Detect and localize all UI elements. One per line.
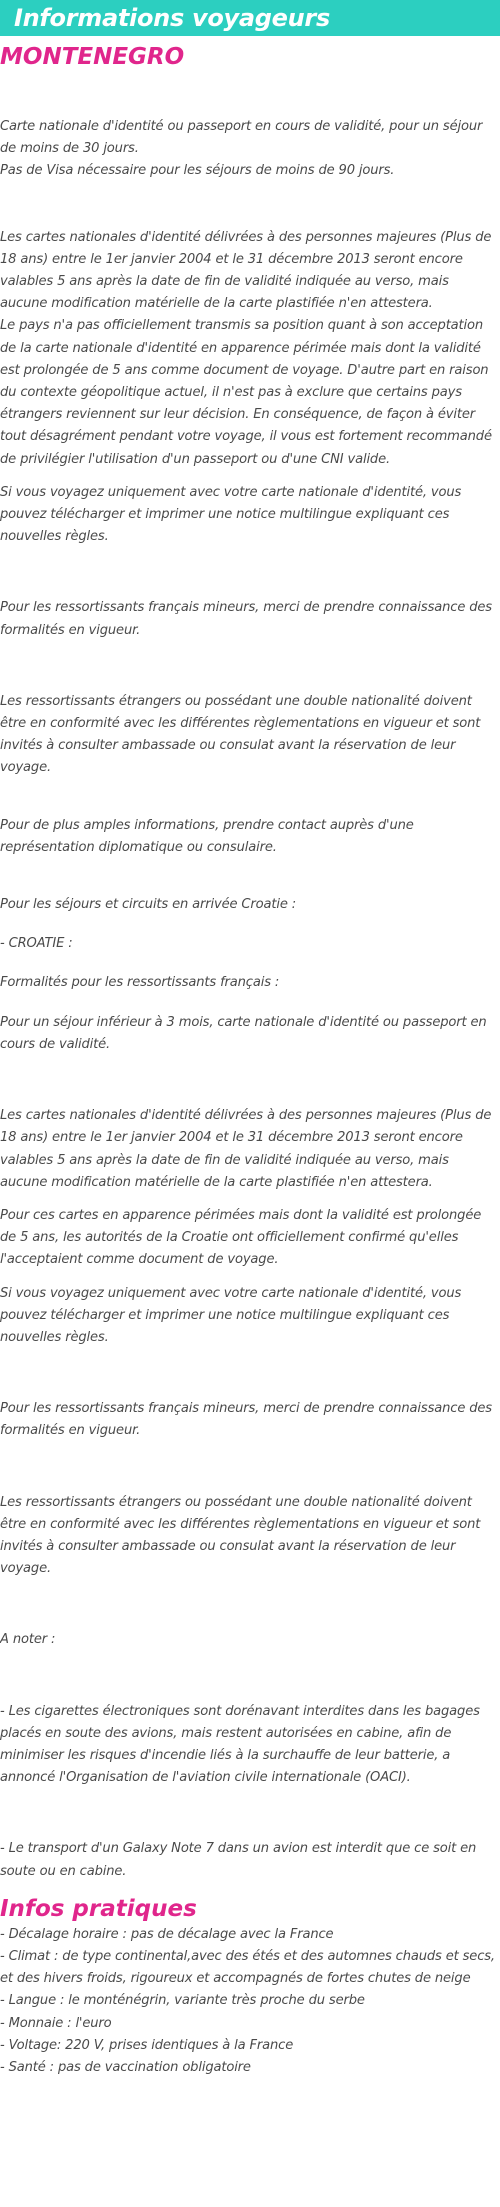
paragraph-id-requirements: Carte nationale d'identité ou passeport en cours de validité, pour un séjour de moins de 30 jours. xyxy=(0,119,483,157)
paragraph-minors: Pour les ressortissants français mineurs, merci de prendre connaissance des formalités en vigueur. xyxy=(0,600,492,638)
paragraph-croatia-stay: Pour un séjour inférieur à 3 mois, carte nationale d'identité ou passeport en cours de validité. xyxy=(0,1014,487,1052)
paragraph-croatia-minors: Pour les ressortissants français mineurs, merci de prendre connaissance des formalités en vigueur. xyxy=(0,1401,492,1439)
list-item: - Langue : le monténégrin, variante très proche du serbe xyxy=(0,1993,365,2009)
list-item: - Santé : pas de vaccination obligatoire xyxy=(0,2059,251,2075)
paragraph-croatia-foreign-nationals: Les ressortissants étrangers ou possédant une double nationalité doivent être en conformité avec les différentes règlementations en vigueur et sont invités à consulter ambassade ou consulat avant la réservation de leur voyage. xyxy=(0,1494,481,1577)
paragraph-foreign-nationals: Les ressortissants étrangers ou possédant une double nationalité doivent être en conformité avec les différentes règlementations en vigueur et sont invités à consulter ambassade ou consulat avant la réservation de leur voyage. xyxy=(0,693,481,776)
infos-pratiques-title: Infos pratiques xyxy=(0,1895,197,1922)
section-header xyxy=(0,0,500,36)
paragraph-croatia-id-extension: Les cartes nationales d'identité délivrées à des personnes majeures (Plus de 18 ans) entre le 1er janvier 2004 et le 31 décembre 2013 seront encore valables 5 ans après la date de fin de validité indiquée au verso, mais aucune modification matérielle de la carte plastifiée n'en attestera. xyxy=(0,1108,492,1190)
infos-pratiques-list xyxy=(0,1924,500,2079)
main-content xyxy=(0,42,500,2079)
list-item: - Voltage: 220 V, prises identiques à la France xyxy=(0,2037,294,2053)
paragraph-visa: Pas de Visa nécessaire pour les séjours de moins de 90 jours. xyxy=(0,163,395,179)
paragraph-croatia-heading: - CROATIE : xyxy=(0,936,73,952)
country-title: MONTENEGRO xyxy=(0,44,185,70)
section-header-title: Informations voyageurs xyxy=(14,4,330,32)
paragraph-formalities-heading: Formalités pour les ressortissants français : xyxy=(0,975,280,991)
paragraph-galaxy-note: - Le transport d'un Galaxy Note 7 dans un avion est interdit que ce soit en soute ou en cabine. xyxy=(0,1841,477,1879)
list-item: - Climat : de type continental,avec des étés et des automnes chauds et secs, et des hivers froids, rigoureux et accompagnés de fortes chutes de neige xyxy=(0,1948,495,1987)
paragraph-country-position: Le pays n'a pas officiellement transmis sa position quant à son acceptation de la carte nationale d'identité en apparence périmée mais dont la validité est prolongée de 5 ans comme document de voyage. D'autre part en raison du contexte géopolitique actuel, il n'est pas à exclure que certains pays étrangers reviennent sur leur décision. En conséquence, de façon à éviter tout désagrément pendant votre voyage, il vous est fortement recommandé de privilégier l'utilisation d'un passeport ou d'une CNI valide. xyxy=(0,318,492,467)
paragraph-multilingual-notice: Si vous voyagez uniquement avec votre carte nationale d'identité, vous pouvez télécharger et imprimer une notice multilingue expliquant ces nouvelles règles. xyxy=(0,484,462,545)
paragraph-more-info: Pour de plus amples informations, prendre contact auprès d'une représentation diplomatique ou consulaire. xyxy=(0,817,414,855)
paragraph-note-heading: A noter : xyxy=(0,1632,56,1648)
paragraph-croatia-arrival: Pour les séjours et circuits en arrivée Croatie : xyxy=(0,897,297,913)
paragraph-croatia-multilingual-notice: Si vous voyagez uniquement avec votre carte nationale d'identité, vous pouvez télécharger et imprimer une notice multilingue expliquant ces nouvelles règles. xyxy=(0,1285,462,1345)
paragraph-id-extension: Les cartes nationales d'identité délivrées à des personnes majeures (Plus de 18 ans) entre le 1er janvier 2004 et le 31 décembre 2013 seront encore valables 5 ans après la date de fin de validité indiquée au verso, mais aucune modification matérielle de la carte plastifiée n'en attestera. xyxy=(0,229,492,312)
list-item: - Décalage horaire : pas de décalage avec la France xyxy=(0,1926,334,1942)
paragraph-ecigarettes: - Les cigarettes électroniques sont dorénavant interdites dans les bagages placés en soute des avions, mais restent autorisées en cabine, afin de minimiser les risques d'incendie liés à la surchauffe de leur batterie, a annoncé l'Organisation de l'aviation civile internationale (OACI). xyxy=(0,1703,480,1786)
paragraph-croatia-acceptance: Pour ces cartes en apparence périmées mais dont la validité est prolongée de 5 ans, les autorités de la Croatie ont officiellement confirmé qu'elles l'acceptaient comme document de voyage. xyxy=(0,1207,482,1268)
list-item: - Monnaie : l'euro xyxy=(0,2015,112,2031)
